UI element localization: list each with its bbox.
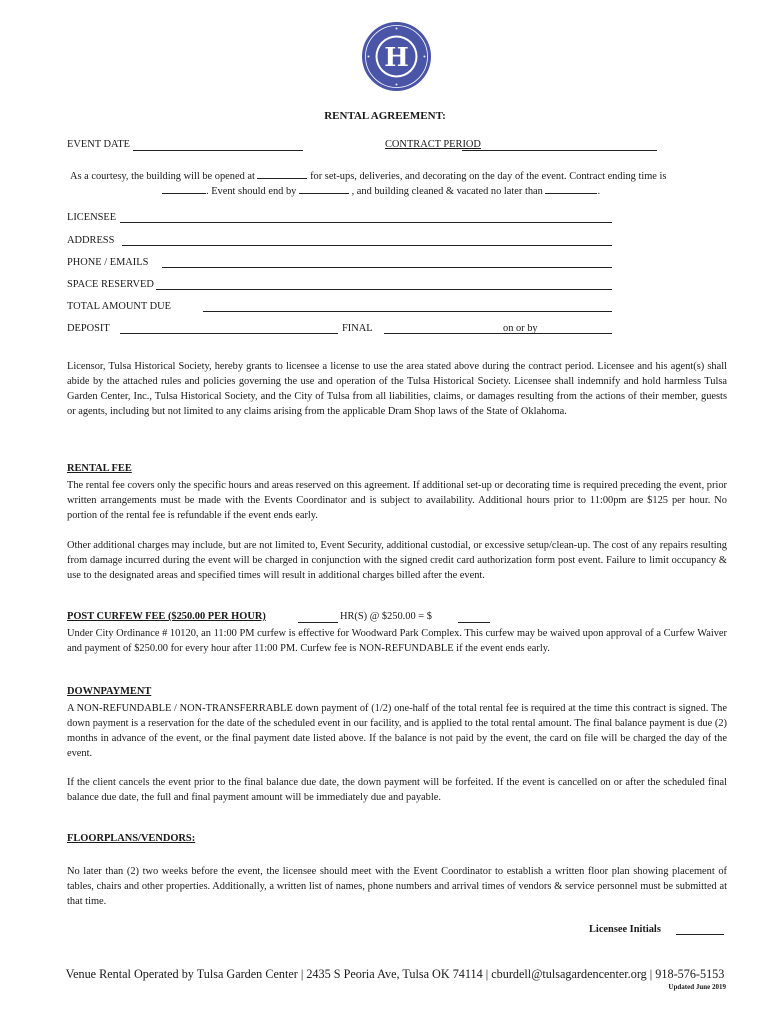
deposit-line[interactable]	[120, 333, 338, 334]
downpayment-paragraph-1: A NON-REFUNDABLE / NON-TRANSFERRABLE down payment of (1/2) one-half of the total rental fee is required at the time this contract is signed. The down payment is a reservation for the date of the scheduled event in our facility, and is applied to the total rental amount. The final balance payment is due (2) months in advance of the event, or the final payment date listed above. If the balance is not paid by the event, the card on file will be charged the day of the event.	[67, 703, 727, 759]
footer-contact: Venue Rental Operated by Tulsa Garden Center | 2435 S Peoria Ave, Tulsa OK 74114 | cburdell@tulsagardencenter.org | 918-576-5153	[65, 967, 725, 981]
licensee-initials-label: Licensee Initials	[589, 924, 661, 935]
rental-fee-paragraph-1: The rental fee covers only the specific hours and areas reserved on this agreement. If additional set-up or decorating time is required preceding the event, prior written arrangements must be made with the Events Coordinator and is subject to availability. Additional hours prior to 11:00pm are $125 per hour. No portion of the rental fee is refundable if the event ends early.	[67, 480, 727, 521]
courtesy-line-2: . Event should end by , and building cleaned & vacated no later than .	[162, 184, 600, 197]
rental-fee-paragraph-2: Other additional charges may include, but are not limited to, Event Security, additional custodial, or excessive setup/clean-up. The cost of any repairs resulting from damage incurred during the event will be charged in conjunction with the signed credit card authorization form post event. Failure to limit occupancy & use to the designated areas and specified times will result in additional charges billed after the event.	[67, 540, 727, 581]
deposit-label: DEPOSIT	[67, 323, 110, 334]
contract-period-label: CONTRACT PERIOD	[385, 139, 481, 150]
updated-date: Updated June 2019	[668, 983, 726, 991]
address-line[interactable]	[122, 245, 612, 246]
total-amount-line[interactable]	[203, 311, 612, 312]
curfew-total-line[interactable]	[458, 622, 490, 623]
phone-emails-label: PHONE / EMAILS	[67, 257, 149, 268]
curfew-hours-line[interactable]	[298, 622, 338, 623]
downpayment-heading: DOWNPAYMENT	[67, 686, 152, 697]
space-reserved-line[interactable]	[156, 289, 612, 290]
licensee-initials-line[interactable]	[676, 934, 724, 935]
downpayment-paragraph-2: If the client cancels the event prior to the final balance due date, the down payment will be forfeited. If the event is cancelled on or after the scheduled final balance due date, the full and final payment amount will be immediately due and payable.	[67, 777, 727, 803]
svg-text:H: H	[384, 43, 409, 73]
final-label: FINAL	[342, 323, 373, 334]
floorplans-heading: FLOORPLANS/VENDORS:	[67, 833, 196, 844]
floorplans-paragraph: No later than (2) two weeks before the event, the licensee should meet with the Event Coordinator to establish a written floor plan showing placement of tables, chairs and other properties. Additionally, a written list of names, phone numbers and arrival times of vendors & service personnel must be submitted at that time.	[67, 866, 727, 907]
post-curfew-heading: POST CURFEW FEE ($250.00 PER HOUR)	[67, 611, 266, 622]
license-paragraph: Licensor, Tulsa Historical Society, hereby grants to licensee a license to use the area stated above during the contract period. Licensee and his agent(s) shall abide by the attached rules and policies governing the use and operation of the Tulsa Historical Society. Licensee shall indemnify and hold harmless Tulsa Garden Center, Inc., Tulsa Historical Society, and the City of Tulsa from all liabilities, claims, or damages resulting from the actions of their member, guests or agents, including but not limited to any claims arising from the applicable Dram Shop laws of the State of Oklahoma.	[67, 361, 727, 417]
tulsa-historical-society-seal	[361, 21, 432, 92]
space-reserved-label: SPACE RESERVED	[67, 279, 154, 290]
event-date-label: EVENT DATE	[67, 139, 131, 150]
contract-ending-blank[interactable]	[162, 184, 206, 194]
on-or-by-label: on or by	[503, 323, 538, 334]
event-date-line[interactable]	[133, 150, 303, 151]
event-end-blank[interactable]	[299, 184, 349, 194]
courtesy-line-1: As a courtesy, the building will be opened at for set-ups, deliveries, and decorating on the day of the event. Contract ending time is	[70, 171, 667, 182]
curfew-paragraph: Under City Ordinance # 10120, an 11:00 PM curfew is effective for Woodward Park Complex. This curfew may be waived upon approval of a Curfew Waiver and payment of $250.00 for every hour after 11:00 PM. Curfew fee is NON-REFUNDABLE if the event ends early.	[67, 628, 727, 654]
contract-period-line[interactable]	[462, 150, 657, 151]
document-title: RENTAL AGREEMENT:	[324, 110, 446, 122]
final-line[interactable]	[384, 333, 612, 334]
licensee-label: LICENSEE	[67, 212, 117, 223]
address-label: ADDRESS	[67, 235, 115, 246]
total-amount-label: TOTAL AMOUNT DUE	[67, 301, 172, 312]
rental-fee-heading: RENTAL FEE	[67, 463, 132, 474]
licensee-line[interactable]	[120, 222, 612, 223]
curfew-calc-text: HR(S) @ $250.00 = $	[340, 611, 432, 622]
phone-emails-line[interactable]	[162, 267, 612, 268]
vacate-time-blank[interactable]	[545, 184, 597, 194]
opening-time-blank[interactable]	[257, 169, 307, 179]
